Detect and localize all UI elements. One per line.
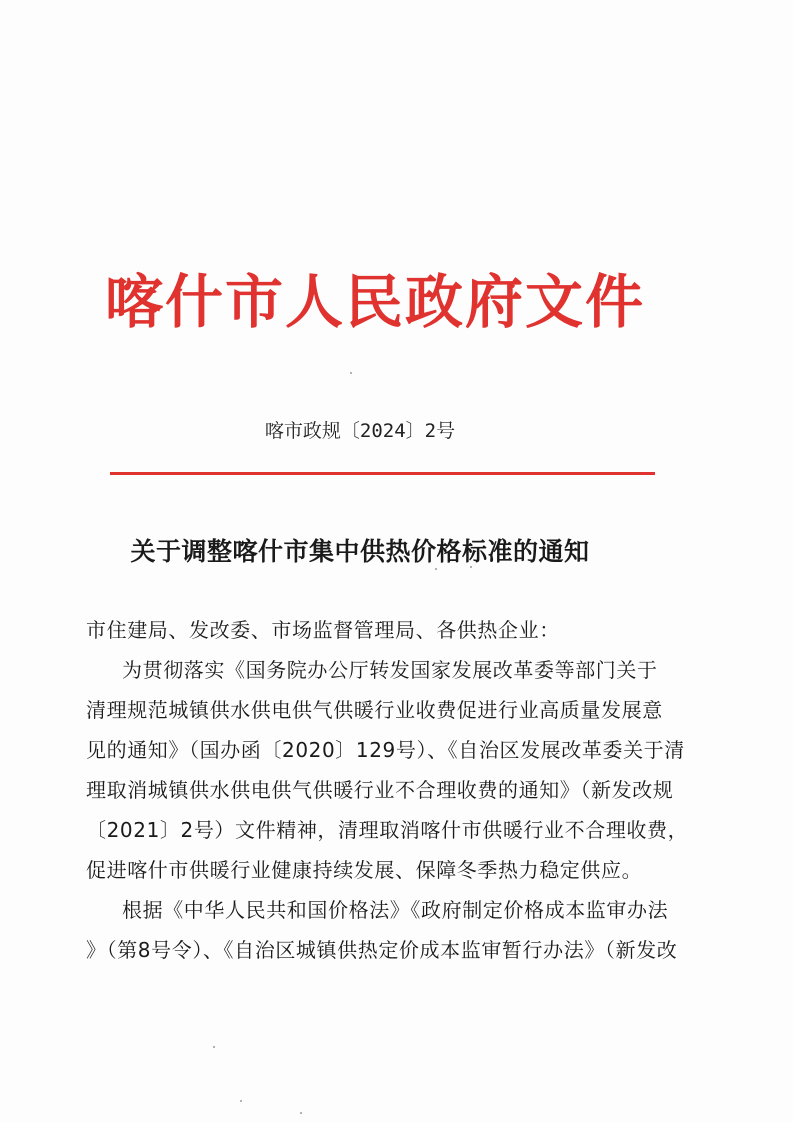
scan-speck xyxy=(240,1100,242,1102)
body-line: 》（第8号令）、《自治区城镇供热定价成本监审暂行办法》（新发改 xyxy=(86,938,678,962)
scan-speck xyxy=(350,372,352,374)
red-divider xyxy=(110,472,655,475)
notice-title: 关于调整喀什市集中供热价格标准的通知 xyxy=(130,537,590,566)
document-number: 喀市政规〔2024〕2号 xyxy=(264,420,456,442)
scan-speck xyxy=(470,566,472,568)
body-line: 见的通知》（国办函〔2020〕129号）、《自治区发展改革委关于清 xyxy=(86,738,685,762)
body-line: 清理规范城镇供水供电供气供暖行业收费促进行业高质量发展意 xyxy=(86,698,663,722)
body-line: 为贯彻落实《国务院办公厅转发国家发展改革委等部门关于 xyxy=(122,658,658,682)
scan-speck xyxy=(300,1112,302,1114)
document-header: 喀什市人民政府文件 xyxy=(104,268,645,336)
body-line: 根据《中华人民共和国价格法》《政府制定价格成本监审办法 xyxy=(122,898,669,922)
document-body xyxy=(86,610,689,970)
recipients-line: 市住建局、发改委、市场监督管理局、各供热企业： xyxy=(86,618,560,642)
body-line: 促进喀什市供暖行业健康持续发展、保障冬季热力稳定供应。 xyxy=(86,858,643,882)
body-line: 理取消城镇供水供电供气供暖行业不合理收费的通知》（新发改规 xyxy=(86,778,674,802)
scan-speck xyxy=(213,1046,215,1048)
body-line: 〔2021〕2号）文件精神，清理取消喀什市供暖行业不合理收费， xyxy=(86,818,689,842)
scan-speck xyxy=(435,568,437,570)
